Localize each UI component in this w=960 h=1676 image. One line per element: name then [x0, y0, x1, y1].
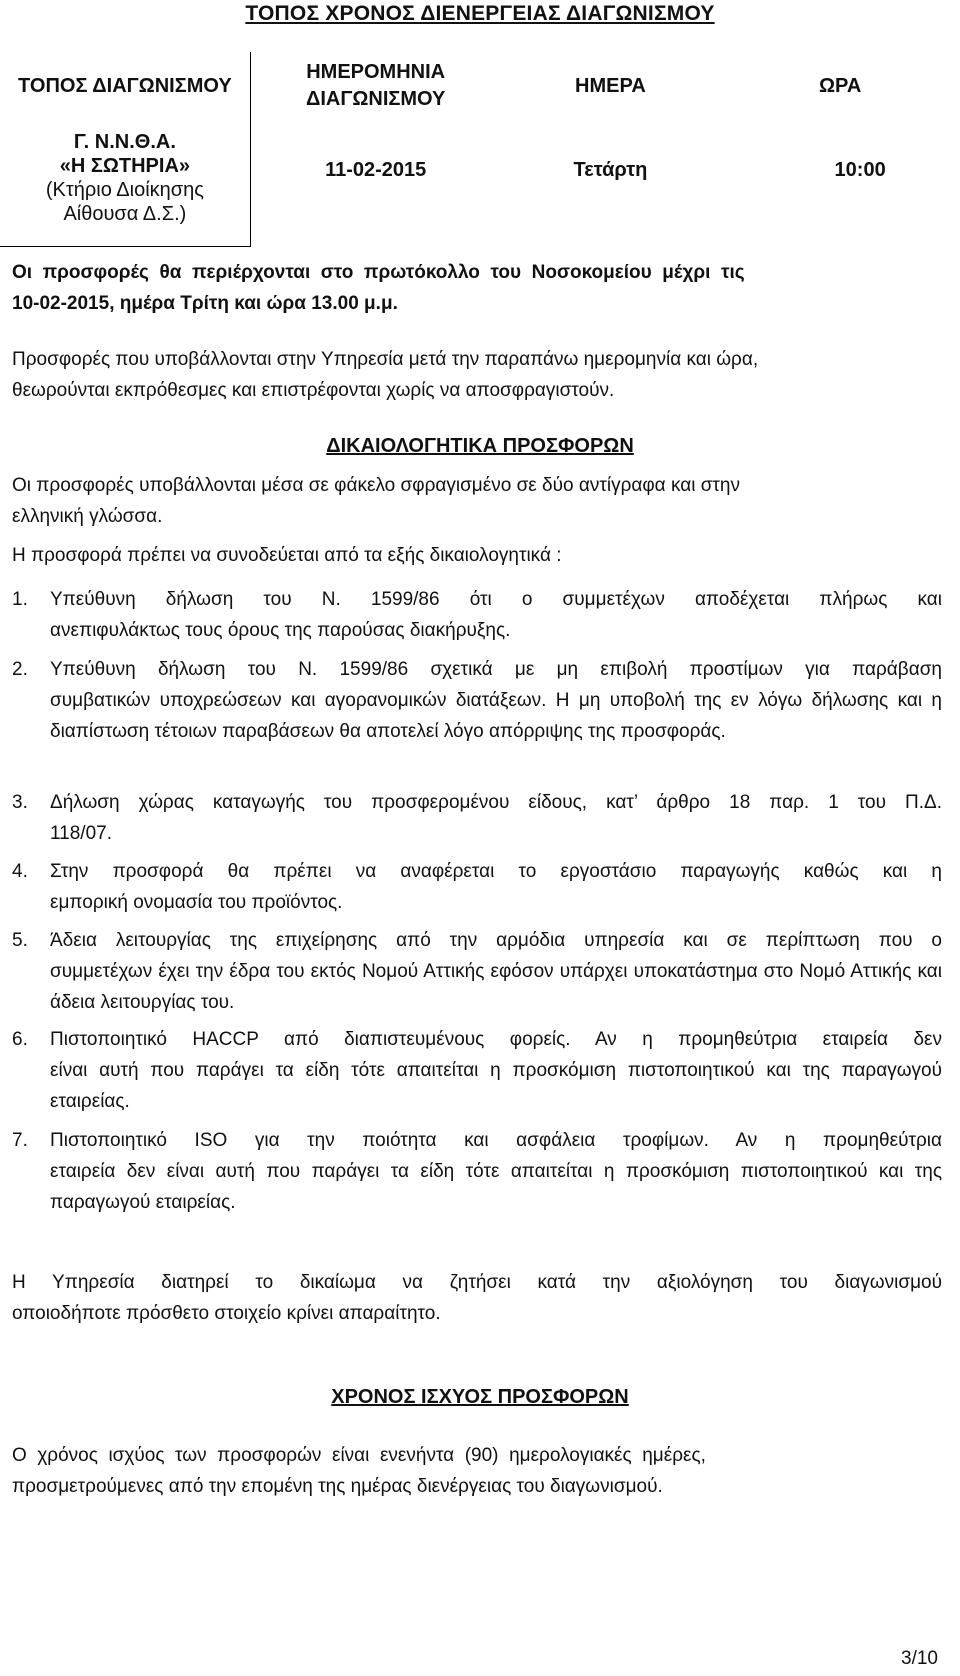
main-title: ΤΟΠΟΣ ΧΡΟΝΟΣ ΔΙΕΝΕΡΓΕΙΑΣ ΔΙΑΓΩΝΙΣΜΟΥ: [245, 2, 715, 25]
header-place: ΤΟΠΟΣ ΔΙΑΓΩΝΙΣΜΟΥ: [0, 52, 250, 120]
place-cell: Γ. Ν.Ν.Θ.Α. «Η ΣΩΤΗΡΙΑ» (Κτήριο Διοίκησης Αίθουσα Δ.Σ.): [0, 120, 250, 246]
header-day: ΗΜΕΡΑ: [575, 74, 646, 97]
list-item: 3. Δήλωση χώρας καταγωγής του προσφερομένου είδους, κατ’ άρθρο 18 παρ. 1 του Π.Δ. 118/07.: [12, 792, 942, 844]
late-offers-paragraph: Προσφορές που υποβάλλονται στην Υπηρεσία μετά την παραπάνω ημερομηνία και ώρα, θεωρούνται εκπρόθεσμες και επιστρέφονται χωρίς να αποσφραγιστούν.: [12, 349, 759, 401]
contest-info-table: [0, 52, 960, 247]
date-value: 11-02-2015: [325, 158, 427, 181]
validity-section-title: ΧΡΟΝΟΣ ΙΣΧΥΟΣ ΠΡΟΣΦΟΡΩΝ: [331, 1386, 629, 1408]
page-number: 3/10: [901, 1648, 938, 1669]
deadline-paragraph: Οι προσφορές θα περιέρχονται στο πρωτόκολλο του Νοσοκομείου μέχρι τις 10-02-2015, ημέρα Τρίτη και ώρα 13.00 μ.μ.: [12, 262, 745, 314]
validity-paragraph: Ο χρόνος ισχύος των προσφορών είναι ενενήντα (90) ημερολογιακές ημέρες, προσμετρούμενες από την επομένη της ημέρας διενέργειας του διαγωνισμού.: [12, 1445, 706, 1497]
list-item: 6. Πιστοποιητικό HACCP από διαπιστευμένους φορείς. Αν η προμηθεύτρια εταιρεία δεν είναι αυτή που παράγει τα είδη τότε απαιτείται η προσκόμιση πιστοποιητικού και της παραγωγού εταιρείας.: [12, 1029, 942, 1112]
docs-section-title: ΔΙΚΑΙΟΛΟΓΗΤΙΚΑ ΠΡΟΣΦΟΡΩΝ: [326, 435, 634, 457]
day-value: Τετάρτη: [573, 158, 648, 181]
header-time: ΩΡΑ: [818, 74, 862, 97]
time-value: 10:00: [834, 158, 886, 181]
right-reserved-paragraph: Η Υπηρεσία διατηρεί το δικαίωμα να ζητήσει κατά την αξιολόγηση του διαγωνισμού οποιοδήποτε πρόσθετο στοιχείο κρίνει απαραίτητο.: [12, 1272, 942, 1324]
header-date: ΗΜΕΡΟΜΗΝΙΑ ΔΙΑΓΩΝΙΣΜΟΥ: [305, 61, 446, 110]
list-item: 7. Πιστοποιητικό ISO για την ποιότητα και ασφάλεια τροφίμων. Αν η προμηθεύτρια εταιρεία δεν είναι αυτή που παράγει τα είδη τότε απαιτείται η προσκόμιση πιστοποιητικού και της παραγωγού εταιρείας.: [12, 1130, 942, 1213]
list-item: 1. Υπεύθυνη δήλωση του Ν. 1599/86 ότι ο συμμετέχων αποδέχεται πλήρως και ανεπιφυλάκτως τους όρους της παρούσας διακήρυξης.: [12, 589, 942, 641]
docs-lead: Η προσφορά πρέπει να συνοδεύεται από τα εξής δικαιολογητικά :: [12, 545, 562, 566]
list-item: 5. Άδεια λειτουργίας της επιχείρησης από την αρμόδια υπηρεσία και σε περίπτωση που ο συμμετέχων έχει την έδρα του εκτός Νομού Αττικής εφόσον υπάρχει υποκατάστημα στο Νομό Αττικής και άδεια λειτουργίας του.: [12, 930, 942, 1013]
list-item: 2. Υπεύθυνη δήλωση του Ν. 1599/86 σχετικά με μη επιβολή προστίμων για παράβαση συμβατικών υποχρεώσεων και αγορανομικών διατάξεων. Η μη υποβολή της εν λόγω δήλωσης και η διαπίστωση τέτοιων παραβάσεων θα αποτελεί λόγο απόρριψης της προσφοράς.: [12, 659, 942, 742]
list-item: 4. Στην προσφορά θα πρέπει να αναφέρεται το εργοστάσιο παραγωγής καθώς και η εμπορική ονομασία του προϊόντος.: [12, 861, 942, 913]
docs-intro-paragraph: Οι προσφορές υποβάλλονται μέσα σε φάκελο σφραγισμένο σε δύο αντίγραφα και στην ελληνική γλώσσα.: [12, 475, 740, 527]
